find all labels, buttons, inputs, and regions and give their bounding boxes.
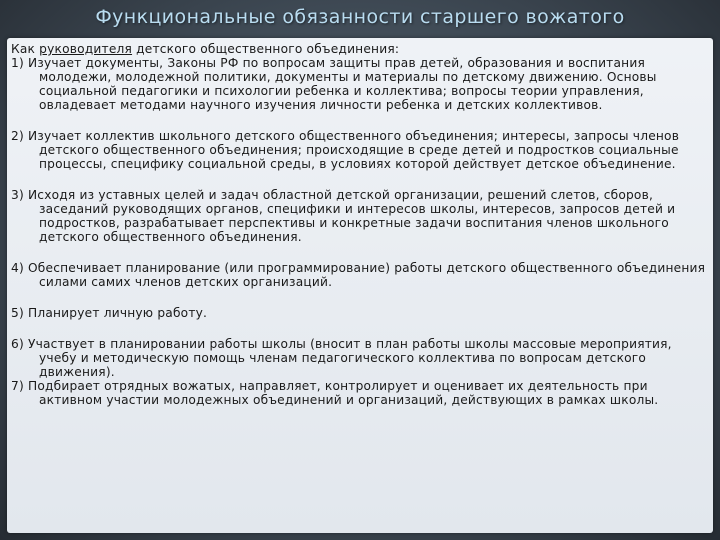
duty-item-6: 6) Участвует в планировании работы школы (вносит в план работы школы массовые мероприятия, учебу и методическую помощь членам педагогического коллектива по вопросам детского движения).: [11, 337, 672, 379]
duty-item-5: 5) Планирует личную работу.: [11, 306, 208, 320]
intro-text-before: Как: [11, 42, 40, 56]
duty-item-1: 1) Изучает документы, Законы РФ по вопросам защиты прав детей, образования и воспитания молодежи, молодежной политики, документы и материалы по детскому движению. Основы социальной педагогики и психологии ребенка и коллектива; вопросы теории управления, овладевает методами научного изучения личности ребенка и детских коллективов.: [11, 56, 657, 112]
duty-item-2: 2) Изучает коллектив школьного детского общественного объединения; интересы, запросы членов детского общественного объединения; происходящие в среде детей и подростков социальные процессы, специфику социальной среды, в условиях которой действует детское объединение.: [11, 129, 680, 171]
duties-list: [11, 42, 707, 407]
intro-underlined-word: руководителя: [39, 42, 133, 56]
content-panel: [7, 38, 713, 533]
duty-item-7: 7) Подбирает отрядных вожатых, направляет, контролирует и оценивает их деятельность при активном участии молодежных объединений и организаций, действующих в рамках школы.: [11, 379, 659, 407]
duty-item-3: 3) Исходя из уставных целей и задач областной детской организации, решений слетов, сборов, заседаний руководящих органов, специфики и интересов школы, интересов, запросов детей и подростков, разрабатывает перспективы и конкретные задачи воспитания членов школьного детского общественного объединения.: [11, 188, 676, 244]
slide-title: Функциональные обязанности старшего вожатого: [95, 6, 625, 28]
intro-line: [11, 42, 707, 56]
intro-text-after: детского общественного объединения:: [132, 42, 400, 56]
duty-item-4: 4) Обеспечивает планирование (или программирование) работы детского общественного объединения силами самих членов детских организаций.: [11, 261, 706, 289]
